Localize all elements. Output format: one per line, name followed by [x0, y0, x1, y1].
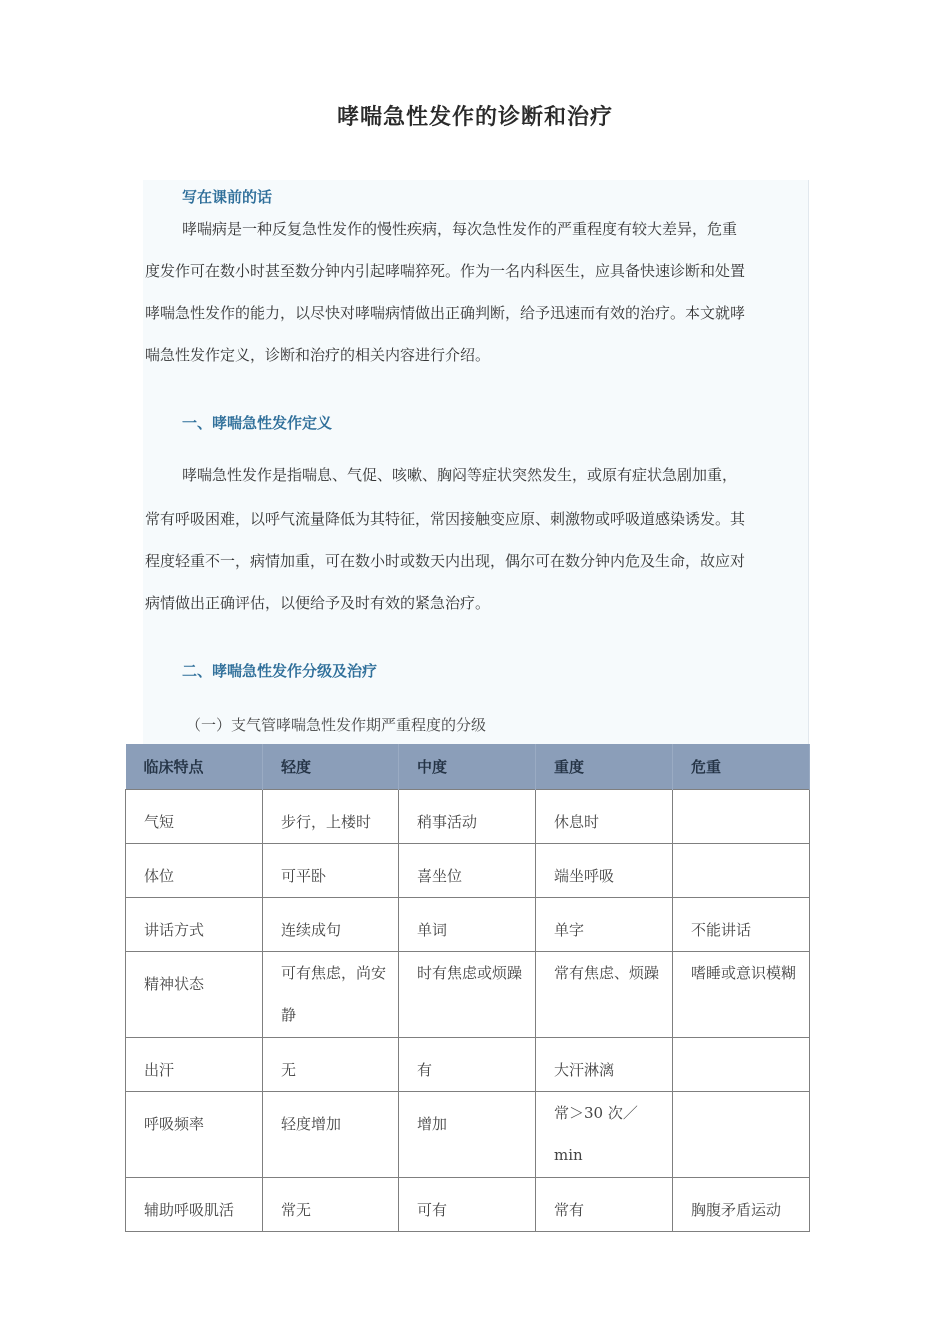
- table-cell: 步行，上楼时: [263, 790, 399, 844]
- table-cell: 体位: [126, 844, 263, 898]
- table-header-cell: 危重: [673, 744, 810, 790]
- table-cell: 气短: [126, 790, 263, 844]
- table-caption: （一）支气管哮喘急性发作期严重程度的分级: [186, 716, 487, 734]
- severity-table: [125, 744, 810, 1232]
- table-cell: 出汗: [126, 1038, 263, 1092]
- table-cell: 有: [399, 1038, 536, 1092]
- table-cell: [536, 1092, 673, 1178]
- intro-line: 哮喘病是一种反复急性发作的慢性疾病，每次急性发作的严重程度有较大差异，危重: [182, 220, 738, 238]
- section1-line: 程度轻重不一，病情加重，可在数小时或数天内出现，偶尔可在数分钟内危及生命，故应对: [145, 552, 746, 570]
- table-cell: [673, 1092, 810, 1178]
- table-cell: 轻度增加: [263, 1092, 399, 1178]
- table-cell: 休息时: [536, 790, 673, 844]
- table-header-row: [126, 744, 810, 790]
- table-cell: 讲话方式: [126, 898, 263, 952]
- table-cell: [399, 952, 536, 1038]
- table-cell-text: 可有焦虑，尚安静: [281, 964, 387, 1024]
- intro-heading: 写在课前的话: [182, 188, 273, 206]
- table-row: [126, 1092, 810, 1178]
- table-cell: [673, 1038, 810, 1092]
- table-cell: 端坐呼吸: [536, 844, 673, 898]
- table-cell: 胸腹矛盾运动: [673, 1178, 810, 1232]
- table-cell-text: 嗜睡或意识模糊: [691, 964, 797, 982]
- table-row: [126, 790, 810, 844]
- table-cell-text: 常有焦虑、烦躁: [554, 964, 660, 982]
- section1-heading: 一、哮喘急性发作定义: [182, 414, 333, 432]
- table-row: [126, 952, 810, 1038]
- table-cell: 辅助呼吸肌活: [126, 1178, 263, 1232]
- section2-heading: 二、哮喘急性发作分级及治疗: [182, 662, 378, 680]
- table-cell: 无: [263, 1038, 399, 1092]
- table-cell: 常无: [263, 1178, 399, 1232]
- intro-line: 哮喘急性发作的能力，以尽快对哮喘病情做出正确判断，给予迅速而有效的治疗。本文就哮: [145, 304, 746, 322]
- table-row: [126, 1038, 810, 1092]
- table-cell: 单字: [536, 898, 673, 952]
- table-cell: [263, 952, 399, 1038]
- table-cell: [536, 952, 673, 1038]
- table-cell: [673, 790, 810, 844]
- table-cell: [673, 844, 810, 898]
- table-header-cell: 临床特点: [126, 744, 263, 790]
- table-cell-text: 常＞30 次／min: [554, 1104, 638, 1164]
- table-row: [126, 898, 810, 952]
- table-cell: 大汗淋漓: [536, 1038, 673, 1092]
- table-row: [126, 1178, 810, 1232]
- table-cell: 精神状态: [126, 952, 263, 1038]
- table-row: [126, 844, 810, 898]
- table-cell-text: 时有焦虑或烦躁: [417, 964, 523, 982]
- table-cell: 增加: [399, 1092, 536, 1178]
- table-cell: 不能讲话: [673, 898, 810, 952]
- table-cell: 稍事活动: [399, 790, 536, 844]
- intro-line: 度发作可在数小时甚至数分钟内引起哮喘猝死。作为一名内科医生，应具备快速诊断和处置: [145, 262, 746, 280]
- table-header-cell: 轻度: [263, 744, 399, 790]
- table-cell: 连续成句: [263, 898, 399, 952]
- intro-line: 喘急性发作定义，诊断和治疗的相关内容进行介绍。: [145, 346, 491, 364]
- table-cell: 喜坐位: [399, 844, 536, 898]
- table-cell: 可平卧: [263, 844, 399, 898]
- table-cell: 可有: [399, 1178, 536, 1232]
- table-cell: [673, 952, 810, 1038]
- table-header-cell: 中度: [399, 744, 536, 790]
- page-title: 哮喘急性发作的诊断和治疗: [336, 105, 613, 130]
- section1-line: 病情做出正确评估，以便给予及时有效的紧急治疗。: [145, 594, 491, 612]
- table-cell: 单词: [399, 898, 536, 952]
- table-cell: 常有: [536, 1178, 673, 1232]
- table-cell: 呼吸频率: [126, 1092, 263, 1178]
- section1-line: 哮喘急性发作是指喘息、气促、咳嗽、胸闷等症状突然发生，或原有症状急剧加重，: [182, 466, 738, 484]
- section1-line: 常有呼吸困难，以呼气流量降低为其特征，常因接触变应原、刺激物或呼吸道感染诱发。其: [145, 510, 746, 528]
- table-header-cell: 重度: [536, 744, 673, 790]
